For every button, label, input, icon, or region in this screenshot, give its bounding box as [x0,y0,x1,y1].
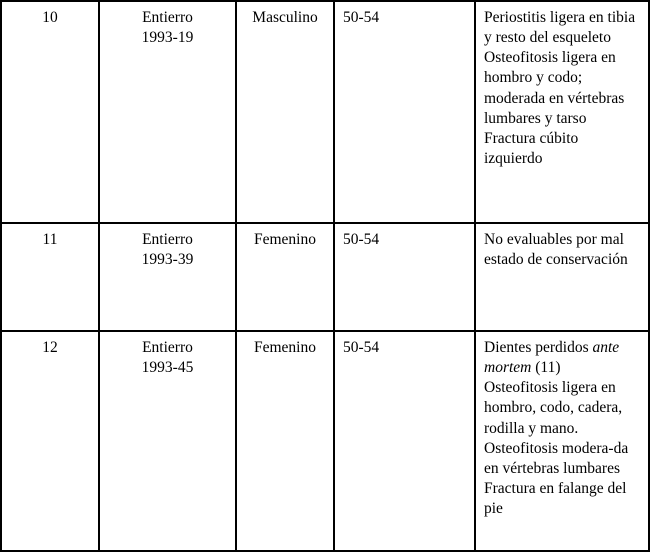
table-row [1,223,649,331]
pathology-item: Fractura en falange del pie [484,479,627,518]
cell-sex: Femenino [236,223,334,331]
burial-label: Entierro [142,339,193,356]
pathology-item: Fractura cúbito izquierdo [484,129,579,167]
burial-code: 1993-45 [141,359,194,377]
pathology-text-prefix: Dientes perdidos [484,339,593,356]
table-row [1,1,649,223]
cell-number: 10 [1,1,99,223]
burial-label: Entierro [142,231,193,248]
pathology-item-ante-mortem [484,338,640,378]
pathology-item: Osteofitosis ligera en hombro, codo, cadera, rodilla y mano. Osteofitosis modera-da en vértebras lumbares [484,379,629,477]
cell-pathologies [475,1,649,223]
pathology-item: Osteofitosis ligera en hombro y codo; moderada en vértebras lumbares y tarso [484,49,625,127]
burial-code: 1993-19 [141,29,194,47]
pathology-item: Periostitis ligera en tibia y resto del esqueleto [484,9,636,47]
cell-sex: Femenino [236,331,334,551]
pathology-text-suffix: (11) [531,359,561,377]
cell-sex: Masculino [236,1,334,223]
pathology-item: No evaluables por mal estado de conservación [484,231,628,269]
pathology-text-italic: ante mortem [484,339,620,377]
cell-burial [99,1,236,223]
cell-pathologies [475,331,649,551]
cell-burial [99,331,236,551]
burial-label: Entierro [142,9,193,26]
cell-age: 50-54 [334,223,475,331]
burial-code: 1993-39 [141,251,194,269]
cell-age: 50-54 [334,1,475,223]
cell-pathologies [475,223,649,331]
cell-burial [99,223,236,331]
table-row [1,331,649,551]
cell-age: 50-54 [334,331,475,551]
cell-number: 11 [1,223,99,331]
cell-number: 12 [1,331,99,551]
